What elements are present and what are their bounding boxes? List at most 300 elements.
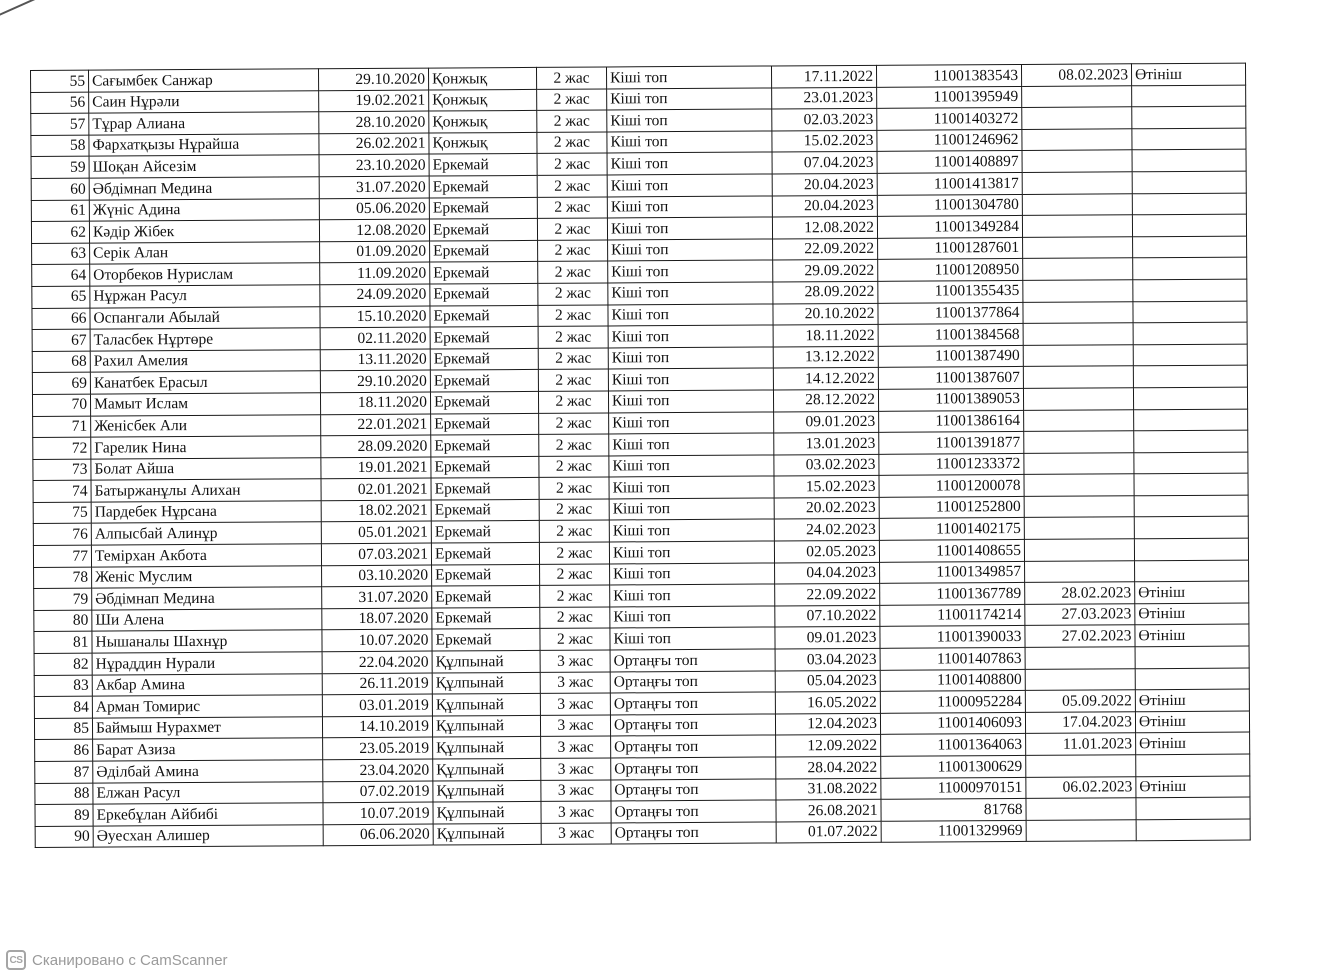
leave-note-cell [1132, 106, 1246, 128]
scanner-watermark [6, 950, 228, 970]
leave-note-cell [1133, 257, 1247, 279]
group-name-cell: Еркемай [431, 456, 539, 478]
leave-note-cell [1133, 301, 1247, 323]
leave-note-cell [1133, 236, 1247, 258]
leave-date-cell [1023, 258, 1133, 280]
row-number-cell: 87 [35, 761, 93, 783]
enrollment-date-cell: 02.05.2023 [774, 540, 879, 562]
age-cell: 2 жас [538, 240, 608, 262]
leave-date-cell [1024, 539, 1134, 561]
birth-date-cell: 22.04.2020 [322, 651, 432, 673]
class-level-cell: Кіші топ [609, 476, 774, 499]
leave-date-cell [1023, 237, 1133, 259]
class-level-cell: Ортаңғы топ [611, 822, 776, 845]
record-code-cell: 11001387490 [878, 345, 1023, 367]
age-cell: 3 жас [540, 715, 610, 737]
class-level-cell: Кіші топ [607, 131, 772, 154]
leave-date-cell: 28.02.2023 [1025, 582, 1135, 604]
enrollment-date-cell: 22.09.2022 [773, 238, 878, 260]
birth-date-cell: 05.06.2020 [319, 198, 429, 220]
record-code-cell: 11001233372 [879, 453, 1024, 475]
child-name-cell: Фархатқызы Нұрайша [89, 134, 319, 157]
record-code-cell: 11001413817 [877, 172, 1022, 194]
child-name-cell: Мамыт Ислам [90, 393, 320, 416]
leave-note-cell: Өтініш [1135, 711, 1249, 733]
leave-date-cell [1024, 474, 1134, 496]
class-level-cell: Кіші топ [607, 152, 772, 175]
age-cell: 2 жас [536, 67, 606, 89]
group-name-cell: Еркемай [429, 154, 537, 176]
leave-note-cell [1134, 517, 1248, 539]
class-level-cell: Кіші топ [608, 282, 773, 305]
row-number-cell: 82 [34, 653, 92, 675]
child-name-cell: Женісбек Али [91, 414, 321, 437]
leave-date-cell [1023, 280, 1133, 302]
age-cell: 2 жас [538, 369, 608, 391]
leave-date-cell [1026, 820, 1136, 842]
leave-note-cell [1135, 646, 1249, 668]
group-name-cell: Құлпынай [432, 694, 540, 716]
leave-note-cell: Өтініш [1131, 63, 1245, 85]
leave-note-cell [1132, 193, 1246, 215]
child-name-cell: Әділбай Амина [93, 760, 323, 783]
leave-date-cell: 05.09.2022 [1025, 690, 1135, 712]
class-level-cell: Кіші топ [609, 411, 774, 434]
age-cell: 2 жас [540, 607, 610, 629]
row-number-cell: 80 [34, 610, 92, 632]
enrollment-date-cell: 13.01.2023 [774, 432, 879, 454]
child-name-cell: Оторбеков Нурислам [90, 263, 320, 286]
scanned-sheet [30, 63, 1250, 860]
age-cell: 2 жас [540, 585, 610, 607]
leave-date-cell [1022, 107, 1132, 129]
row-number-cell: 72 [33, 437, 91, 459]
group-name-cell: Еркемай [431, 478, 539, 500]
page-corner-edge [0, 0, 54, 20]
class-level-cell: Кіші топ [607, 174, 772, 197]
leave-date-cell [1022, 85, 1132, 107]
class-level-cell: Кіші топ [610, 584, 775, 607]
child-name-cell: Тұрар Алиана [89, 112, 319, 135]
leave-date-cell [1022, 129, 1132, 151]
group-name-cell: Еркемай [430, 240, 538, 262]
row-number-cell: 65 [32, 286, 90, 308]
class-level-cell: Кіші топ [608, 260, 773, 283]
enrollment-date-cell: 13.12.2022 [773, 346, 878, 368]
row-number-cell: 77 [33, 545, 91, 567]
age-cell: 3 жас [540, 693, 610, 715]
enrollment-date-cell: 18.11.2022 [773, 324, 878, 346]
enrollment-date-cell: 04.04.2023 [775, 562, 880, 584]
leave-note-cell [1132, 214, 1246, 236]
record-code-cell: 11001367789 [880, 583, 1025, 605]
record-code-cell: 11001386164 [879, 410, 1024, 432]
age-cell: 2 жас [537, 110, 607, 132]
row-number-cell: 66 [32, 308, 90, 330]
class-level-cell: Кіші топ [607, 109, 772, 132]
age-cell: 3 жас [540, 650, 610, 672]
leave-date-cell [1026, 798, 1136, 820]
birth-date-cell: 06.06.2020 [323, 824, 433, 846]
age-cell: 2 жас [537, 132, 607, 154]
leave-date-cell: 27.03.2023 [1025, 604, 1135, 626]
child-name-cell: Баймыш Нурахмет [92, 717, 322, 740]
birth-date-cell: 01.09.2020 [320, 241, 430, 263]
record-code-cell: 11001403272 [877, 108, 1022, 130]
child-name-cell: Акбар Амина [92, 673, 322, 696]
row-number-cell: 61 [31, 200, 89, 222]
birth-date-cell: 28.09.2020 [321, 435, 431, 457]
enrollment-date-cell: 16.05.2022 [775, 692, 880, 714]
group-name-cell: Еркемай [429, 197, 537, 219]
leave-date-cell [1024, 431, 1134, 453]
leave-note-cell [1136, 754, 1250, 776]
enrollment-date-cell: 03.02.2023 [774, 454, 879, 476]
row-number-cell: 60 [31, 178, 89, 200]
age-cell: 2 жас [538, 305, 608, 327]
group-name-cell: Құлпынай [433, 737, 541, 759]
leave-note-cell [1134, 452, 1248, 474]
age-cell: 2 жас [538, 348, 608, 370]
age-cell: 3 жас [541, 780, 611, 802]
class-level-cell: Ортаңғы топ [611, 757, 776, 780]
enrollment-date-cell: 22.09.2022 [775, 584, 880, 606]
child-name-cell: Пардебек Нұрсана [91, 501, 321, 524]
group-name-cell: Еркемай [431, 521, 539, 543]
age-cell: 2 жас [537, 218, 607, 240]
leave-note-cell [1133, 365, 1247, 387]
leave-note-cell: Өтініш [1136, 776, 1250, 798]
child-name-cell: Жүніс Адина [89, 198, 319, 221]
birth-date-cell: 10.07.2019 [323, 802, 433, 824]
enrollment-date-cell: 07.04.2023 [772, 152, 877, 174]
leave-note-cell [1133, 344, 1247, 366]
leave-date-cell: 27.02.2023 [1025, 625, 1135, 647]
birth-date-cell: 11.09.2020 [320, 262, 430, 284]
enrollment-date-cell: 20.02.2023 [774, 497, 879, 519]
birth-date-cell: 31.07.2020 [322, 586, 432, 608]
row-number-cell: 64 [32, 264, 90, 286]
leave-date-cell [1026, 755, 1136, 777]
leave-note-cell [1134, 495, 1248, 517]
class-level-cell: Ортаңғы топ [610, 714, 775, 737]
leave-date-cell [1022, 150, 1132, 172]
row-number-cell: 76 [33, 524, 91, 546]
group-name-cell: Еркемай [431, 499, 539, 521]
record-code-cell: 11000952284 [880, 691, 1025, 713]
row-number-cell: 83 [34, 675, 92, 697]
record-code-cell: 11001355435 [878, 280, 1023, 302]
child-name-cell: Елжан Расул [93, 781, 323, 804]
class-level-cell: Кіші топ [610, 627, 775, 650]
age-cell: 3 жас [541, 758, 611, 780]
group-name-cell: Құлпынай [433, 780, 541, 802]
child-name-cell: Әбдімнап Медина [89, 177, 319, 200]
record-code-cell: 11001391877 [879, 432, 1024, 454]
enrollment-date-cell: 17.11.2022 [771, 65, 876, 87]
leave-date-cell [1023, 301, 1133, 323]
class-level-cell: Кіші топ [609, 455, 774, 478]
row-number-cell: 90 [35, 826, 93, 848]
leave-date-cell [1024, 452, 1134, 474]
class-level-cell: Ортаңғы топ [610, 671, 775, 694]
child-name-cell: Әуесхан Алишер [93, 825, 323, 848]
leave-date-cell [1022, 172, 1132, 194]
enrollment-date-cell: 23.01.2023 [772, 87, 877, 109]
age-cell: 2 жас [538, 283, 608, 305]
group-name-cell: Еркемай [430, 262, 538, 284]
group-name-cell: Қонжық [429, 89, 537, 111]
row-number-cell: 62 [31, 221, 89, 243]
class-level-cell: Кіші топ [608, 239, 773, 262]
birth-date-cell: 31.07.2020 [319, 176, 429, 198]
record-code-cell: 11001408655 [879, 539, 1024, 561]
age-cell: 2 жас [539, 520, 609, 542]
age-cell: 2 жас [538, 326, 608, 348]
child-name-cell: Канатбек Ерасыл [90, 371, 320, 394]
age-cell: 2 жас [540, 564, 610, 586]
class-level-cell: Кіші топ [608, 325, 773, 348]
record-code-cell: 11001174214 [880, 604, 1025, 626]
leave-note-cell [1136, 797, 1250, 819]
child-name-cell: Әбдімнап Медина [92, 587, 322, 610]
birth-date-cell: 28.10.2020 [319, 111, 429, 133]
group-name-cell: Еркемай [430, 327, 538, 349]
group-name-cell: Еркемай [432, 586, 540, 608]
child-name-cell: Шоқан Айсезім [89, 155, 319, 178]
class-level-cell: Ортаңғы топ [611, 800, 776, 823]
group-name-cell: Құлпынай [432, 650, 540, 672]
record-code-cell: 11001384568 [878, 324, 1023, 346]
child-name-cell: Оспангали Абылай [90, 306, 320, 329]
record-code-cell: 11001246962 [877, 129, 1022, 151]
class-level-cell: Ортаңғы топ [611, 779, 776, 802]
child-name-cell: Нұраддин Нурали [92, 652, 322, 675]
child-name-cell: Еркебұлан Айбибі [93, 803, 323, 826]
enrollment-date-cell: 07.10.2022 [775, 605, 880, 627]
row-number-cell: 58 [31, 135, 89, 157]
leave-date-cell: 11.01.2023 [1026, 733, 1136, 755]
leave-note-cell [1134, 409, 1248, 431]
leave-note-cell [1133, 322, 1247, 344]
birth-date-cell: 18.02.2021 [321, 500, 431, 522]
class-level-cell: Кіші топ [607, 217, 772, 240]
age-cell: 2 жас [537, 89, 607, 111]
birth-date-cell: 05.01.2021 [321, 522, 431, 544]
age-cell: 2 жас [539, 499, 609, 521]
group-name-cell: Еркемай [432, 564, 540, 586]
row-number-cell: 56 [31, 92, 89, 114]
group-name-cell: Еркемай [430, 391, 538, 413]
leave-note-cell [1135, 560, 1249, 582]
group-name-cell: Еркемай [430, 283, 538, 305]
row-number-cell: 79 [34, 588, 92, 610]
enrollment-date-cell: 12.04.2023 [775, 713, 880, 735]
camscanner-logo-icon: CS [6, 950, 26, 970]
enrollment-date-cell: 28.09.2022 [773, 281, 878, 303]
age-cell: 3 жас [541, 801, 611, 823]
enrollment-date-cell: 12.09.2022 [776, 735, 881, 757]
enrollment-date-cell: 20.10.2022 [773, 303, 878, 325]
record-code-cell: 11001252800 [879, 496, 1024, 518]
child-name-cell: Серік Алан [90, 241, 320, 264]
group-name-cell: Еркемай [429, 175, 537, 197]
age-cell: 2 жас [539, 412, 609, 434]
row-number-cell: 88 [35, 783, 93, 805]
birth-date-cell: 23.10.2020 [319, 154, 429, 176]
child-name-cell: Ши Алена [92, 609, 322, 632]
group-name-cell: Еркемай [432, 607, 540, 629]
leave-note-cell [1133, 279, 1247, 301]
age-cell: 3 жас [541, 736, 611, 758]
birth-date-cell: 22.01.2021 [321, 414, 431, 436]
row-number-cell: 74 [33, 480, 91, 502]
enrollment-date-cell: 14.12.2022 [773, 368, 878, 390]
age-cell: 2 жас [538, 391, 608, 413]
record-code-cell: 11001287601 [878, 237, 1023, 259]
row-number-cell: 81 [34, 632, 92, 654]
record-code-cell: 11000970151 [881, 777, 1026, 799]
enrollment-date-cell: 28.12.2022 [773, 389, 878, 411]
row-number-cell: 55 [31, 70, 89, 92]
group-name-cell: Құлпынай [433, 802, 541, 824]
birth-date-cell: 26.11.2019 [322, 673, 432, 695]
age-cell: 2 жас [539, 434, 609, 456]
leave-date-cell [1025, 560, 1135, 582]
row-number-cell: 84 [34, 696, 92, 718]
leave-date-cell: 08.02.2023 [1021, 64, 1131, 86]
leave-note-cell: Өтініш [1135, 603, 1249, 625]
leave-note-cell [1133, 387, 1247, 409]
birth-date-cell: 03.01.2019 [322, 694, 432, 716]
leave-note-cell: Өтініш [1136, 732, 1250, 754]
age-cell: 2 жас [538, 261, 608, 283]
class-level-cell: Кіші топ [610, 606, 775, 629]
class-level-cell: Кіші топ [607, 196, 772, 219]
group-name-cell: Қонжық [429, 132, 537, 154]
row-number-cell: 73 [33, 459, 91, 481]
group-name-cell: Еркемай [431, 542, 539, 564]
row-number-cell: 63 [32, 243, 90, 265]
age-cell: 2 жас [539, 456, 609, 478]
leave-note-cell [1132, 128, 1246, 150]
group-name-cell: Қонжық [428, 67, 536, 89]
birth-date-cell: 24.09.2020 [320, 284, 430, 306]
child-name-cell: Алпысбай Алинұр [91, 522, 321, 545]
leave-note-cell [1135, 668, 1249, 690]
group-name-cell: Еркемай [431, 413, 539, 435]
class-level-cell: Кіші топ [610, 563, 775, 586]
enrollment-date-cell: 24.02.2023 [774, 519, 879, 541]
group-name-cell: Құлпынай [433, 758, 541, 780]
row-number-cell: 67 [32, 329, 90, 351]
group-name-cell: Еркемай [430, 348, 538, 370]
record-code-cell: 11001402175 [879, 518, 1024, 540]
record-code-cell: 11001329969 [881, 820, 1026, 842]
leave-date-cell: 06.02.2023 [1026, 776, 1136, 798]
enrollment-date-cell: 15.02.2023 [774, 476, 879, 498]
record-code-cell: 11001208950 [878, 259, 1023, 281]
leave-note-cell [1134, 473, 1248, 495]
watermark-text: Сканировано с CamScanner [32, 951, 228, 969]
record-code-cell: 11001349284 [877, 216, 1022, 238]
child-name-cell: Арман Томирис [92, 695, 322, 718]
class-level-cell: Ортаңғы топ [611, 735, 776, 758]
enrollment-date-cell: 03.04.2023 [775, 648, 880, 670]
child-name-cell: Таласбек Нұртөре [90, 328, 320, 351]
record-code-cell: 11001200078 [879, 475, 1024, 497]
record-code-cell: 11001383543 [876, 64, 1021, 86]
child-name-cell: Женіс Муслим [92, 565, 322, 588]
enrollment-date-cell: 09.01.2023 [774, 411, 879, 433]
enrollment-date-cell: 28.04.2022 [776, 756, 881, 778]
record-code-cell: 11001408800 [880, 669, 1025, 691]
leave-note-cell [1136, 819, 1250, 841]
leave-note-cell [1134, 538, 1248, 560]
leave-date-cell [1022, 215, 1132, 237]
child-name-cell: Саин Нұрәли [89, 90, 319, 113]
leave-date-cell [1023, 366, 1133, 388]
age-cell: 2 жас [539, 542, 609, 564]
leave-date-cell [1023, 388, 1133, 410]
record-code-cell: 11001395949 [877, 86, 1022, 108]
class-level-cell: Ортаңғы топ [610, 692, 775, 715]
record-code-cell: 11001304780 [877, 194, 1022, 216]
enrollment-date-cell: 20.04.2023 [772, 195, 877, 217]
leave-note-cell [1132, 171, 1246, 193]
row-number-cell: 89 [35, 804, 93, 826]
birth-date-cell: 02.11.2020 [320, 327, 430, 349]
row-number-cell: 75 [33, 502, 91, 524]
class-level-cell: Кіші топ [608, 303, 773, 326]
birth-date-cell: 15.10.2020 [320, 306, 430, 328]
birth-date-cell: 29.10.2020 [320, 370, 430, 392]
leave-date-cell [1025, 668, 1135, 690]
record-code-cell: 11001377864 [878, 302, 1023, 324]
group-name-cell: Еркемай [430, 305, 538, 327]
leave-date-cell [1024, 517, 1134, 539]
class-level-cell: Кіші топ [608, 368, 773, 391]
class-level-cell: Кіші топ [609, 541, 774, 564]
class-level-cell: Кіші топ [606, 66, 771, 89]
enrollment-date-cell: 05.04.2023 [775, 670, 880, 692]
row-number-cell: 85 [34, 718, 92, 740]
leave-note-cell [1132, 149, 1246, 171]
class-level-cell: Кіші топ [608, 390, 773, 413]
leave-date-cell [1024, 496, 1134, 518]
birth-date-cell: 26.02.2021 [319, 133, 429, 155]
birth-date-cell: 12.08.2020 [319, 219, 429, 241]
birth-date-cell: 29.10.2020 [318, 68, 428, 90]
children-roster-table [30, 63, 1251, 849]
class-level-cell: Кіші топ [607, 88, 772, 111]
age-cell: 2 жас [537, 197, 607, 219]
class-level-cell: Кіші топ [608, 347, 773, 370]
child-name-cell: Рахил Амелия [90, 349, 320, 372]
enrollment-date-cell: 31.08.2022 [776, 778, 881, 800]
record-code-cell: 11001407863 [880, 647, 1025, 669]
enrollment-date-cell: 20.04.2023 [772, 173, 877, 195]
birth-date-cell: 19.02.2021 [319, 90, 429, 112]
enrollment-date-cell: 26.08.2021 [776, 800, 881, 822]
record-code-cell: 81768 [881, 799, 1026, 821]
leave-note-cell: Өтініш [1135, 689, 1249, 711]
child-name-cell: Сағымбек Санжар [89, 69, 319, 92]
birth-date-cell: 07.02.2019 [323, 781, 433, 803]
age-cell: 2 жас [539, 477, 609, 499]
row-number-cell: 71 [33, 416, 91, 438]
leave-date-cell [1024, 409, 1134, 431]
